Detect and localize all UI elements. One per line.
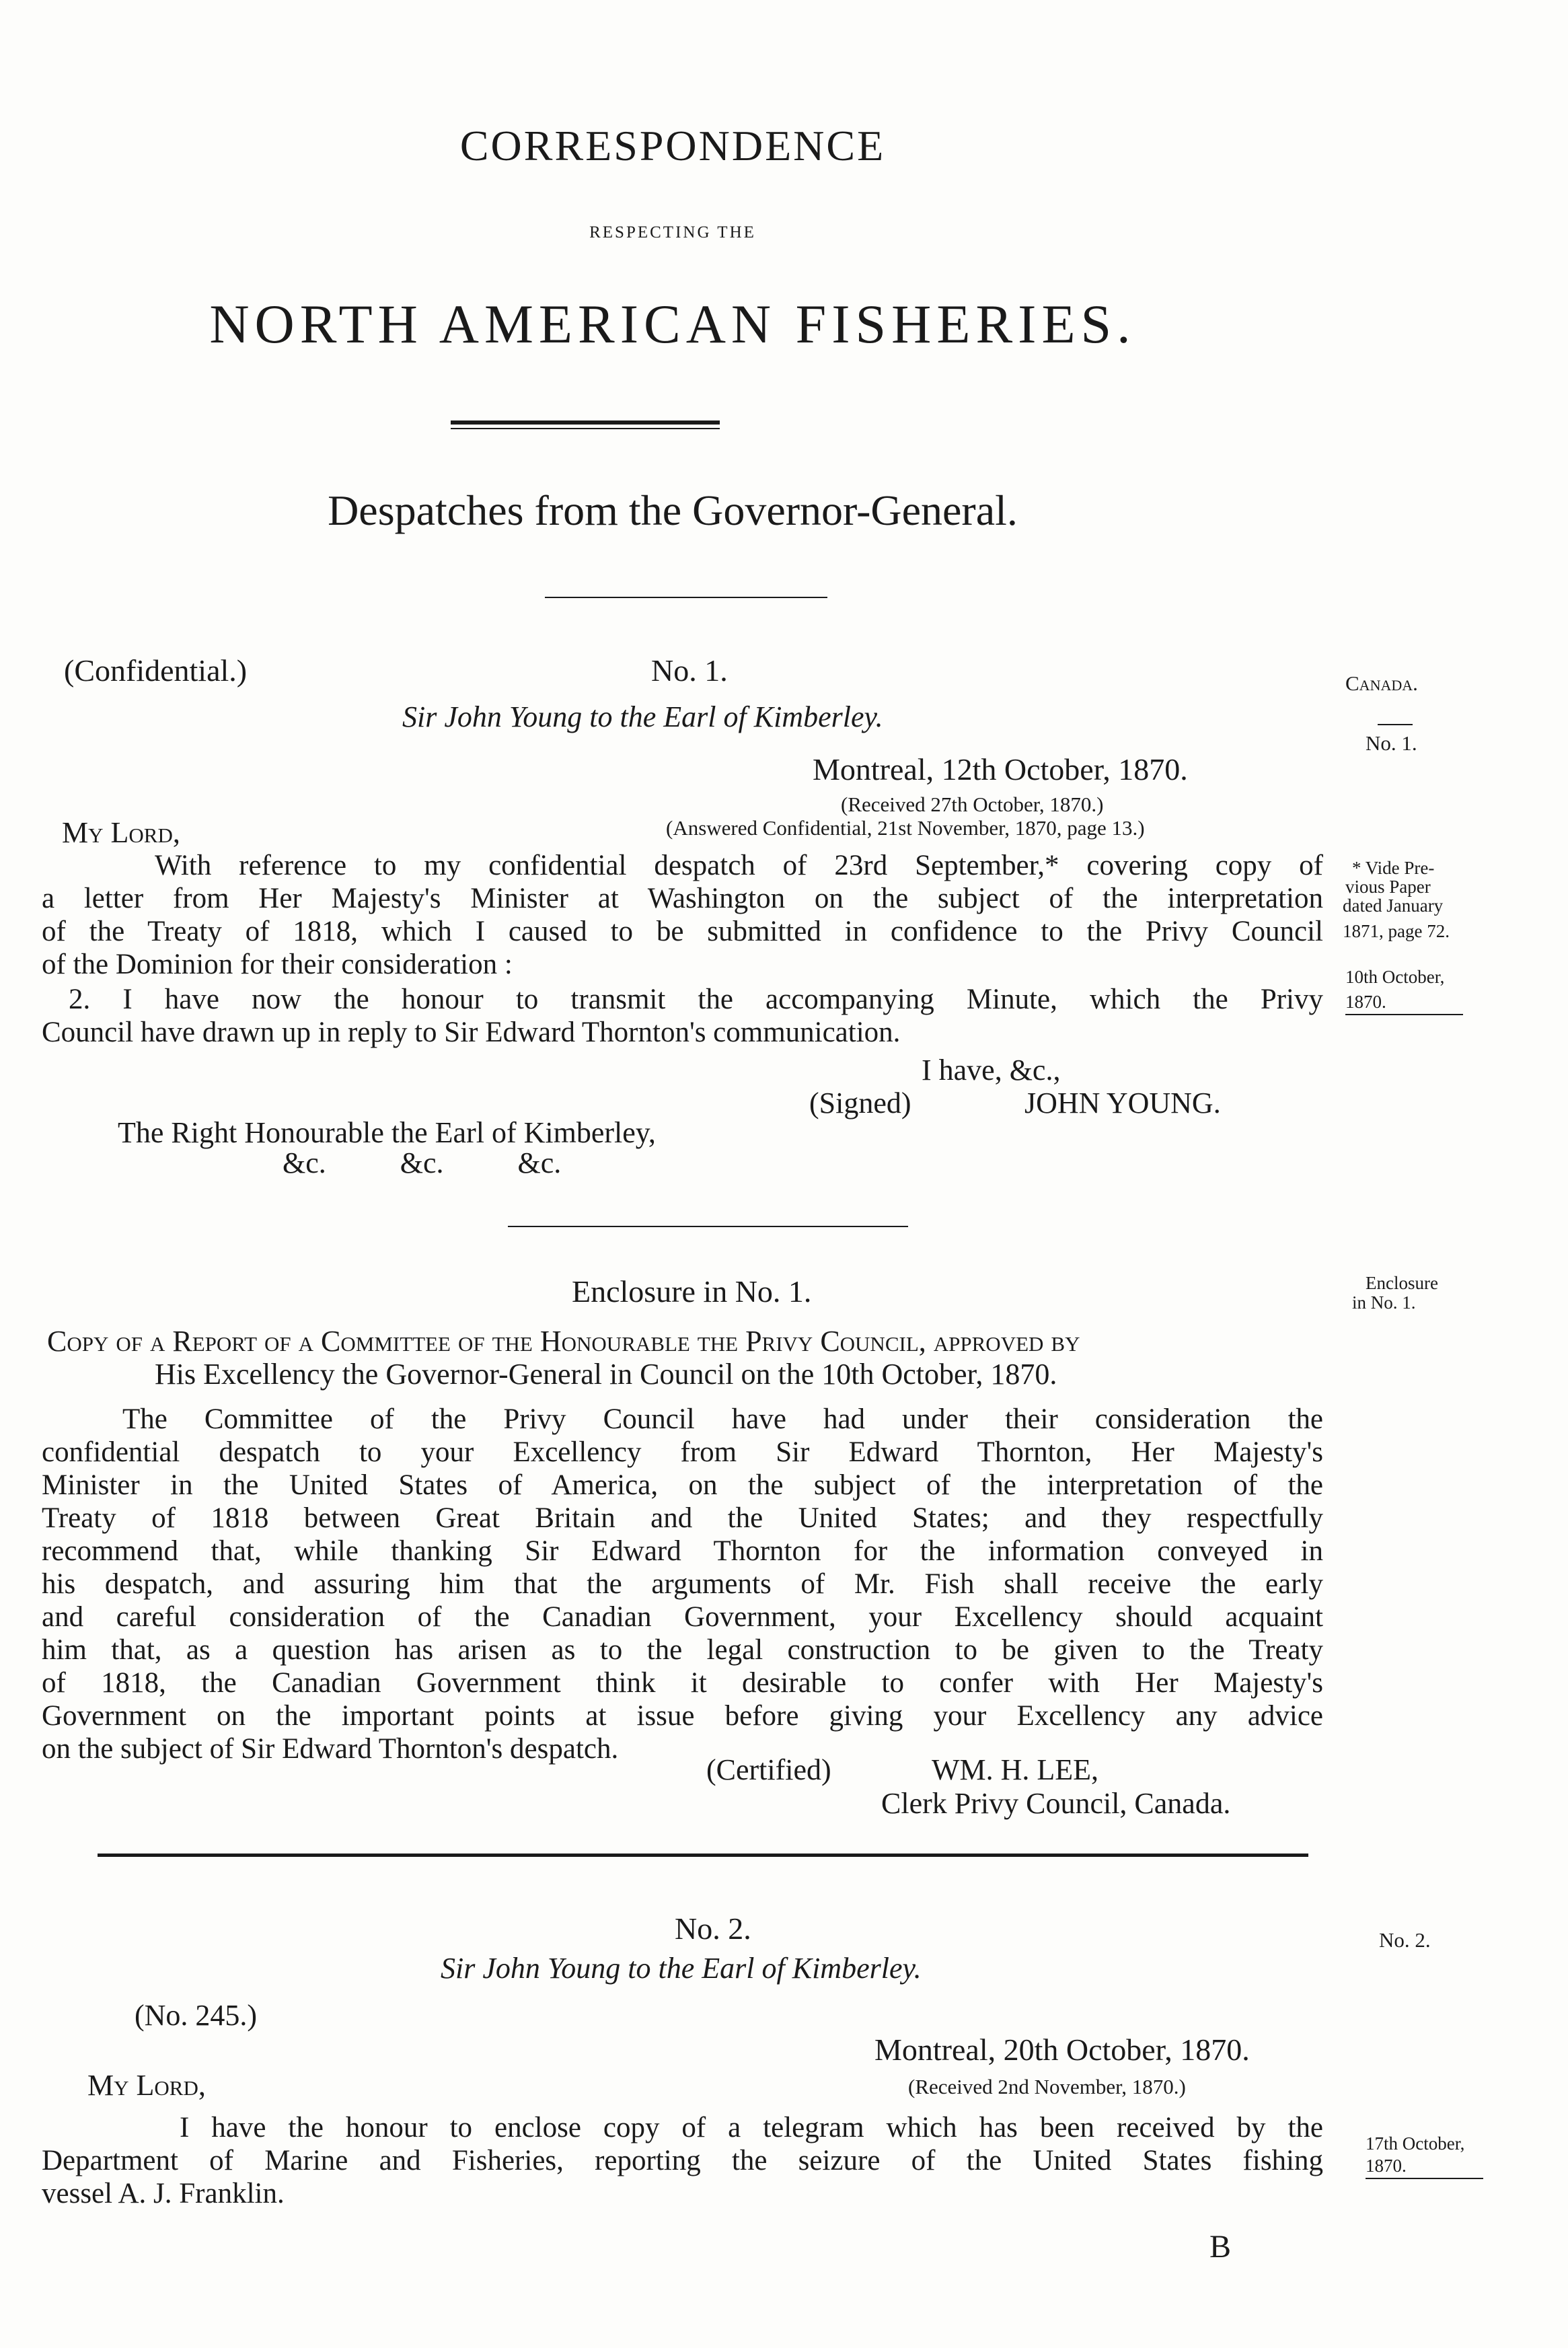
addressee-etc: &c. &c. &c. — [283, 1146, 562, 1179]
margin-rule-1 — [1378, 724, 1413, 725]
enclosure-margin-line-2: in No. 1. — [1352, 1292, 1416, 1313]
despatch-2-margin-date-2: 1870. — [1366, 2156, 1407, 2176]
enclosure-margin-line-1: Enclosure — [1366, 1273, 1438, 1293]
despatch-2-place-date: Montreal, 20th October, 1870. — [874, 2032, 1250, 2067]
signatory: JOHN YOUNG. — [1024, 1087, 1221, 1120]
header-rule-thick — [451, 420, 720, 425]
margin-footnote-line-3: dated January — [1343, 895, 1444, 916]
despatch-2-margin-rule — [1366, 2178, 1483, 2179]
certified-label: (Certified) — [706, 1753, 831, 1786]
document-title: CORRESPONDENCE — [459, 122, 886, 170]
despatch-2-ref: (No. 245.) — [135, 1999, 258, 2032]
signed-label: (Signed) — [809, 1087, 911, 1120]
despatch-1-from-to: Sir John Young to the Earl of Kimberley. — [402, 700, 883, 733]
subtitle: Despatches from the Governor-General. — [328, 486, 1018, 534]
signature-mark: B — [1209, 2229, 1232, 2265]
despatch-2-body: I have the honour to enclose copy of a telegram which has been received by the Department of Marine and Fisheries, reporting the seizure of the United States fishing vessel A. J. Franklin. — [42, 2112, 1323, 2209]
respecting-label: RESPECTING THE — [589, 223, 756, 242]
despatch-1-rule — [508, 1226, 908, 1227]
margin-no-2: No. 2. — [1379, 1928, 1431, 1952]
despatch-1-paragraph-1: With reference to my confidential despatch of 23rd September,* covering copy of a letter from Her Majesty's Minister at Washington on the subject of the interpretation of the Treaty of 1818, which I caused to be submitted in confidence to the Privy Council of the Dominion for their consideration : — [42, 850, 1323, 980]
classification: (Confidential.) — [64, 653, 248, 688]
certifier: WM. H. LEE, — [932, 1753, 1099, 1786]
margin-footnote-line-2: vious Paper — [1345, 877, 1431, 897]
subtitle-rule — [545, 597, 827, 598]
report-title-line-2: His Excellency the Governor-General in Council on the 10th October, 1870. — [155, 1358, 1057, 1391]
despatch-2-from-to: Sir John Young to the Earl of Kimberley. — [441, 1952, 922, 1985]
despatch-2-salutation: My Lord, — [87, 2069, 206, 2102]
margin-date-1: 10th October, — [1345, 967, 1445, 987]
margin-date-rule — [1345, 1014, 1463, 1015]
despatch-2-received: (Received 2nd November, 1870.) — [908, 2075, 1186, 2098]
despatch-1-closing: I have, &c., — [922, 1054, 1061, 1087]
enclosure-body: The Committee of the Privy Council have had under their consideration the confidential despatch to your Excellency from Sir Edward Thornton, Her Majesty's Minister in the United States of America, on the subject of the interpretation of the Treaty of 1818 between Great Britain and the United States; and they respectfully recommend that, while thanking Sir Edward Thornton for the information conveyed in his despatch, and assuring him that the arguments of Mr. Fish shall receive the early and careful consideration of the Canadian Government, your Excellency should acquaint him that, as a question has arisen as to the legal construction to be given to the Treaty of 1818, the Canadian Government think it desirable to confer with Her Majesty's Government on the important points at issue before giving your Excellency any advice on the subject of Sir Edward Thornton's despatch. — [42, 1403, 1323, 1765]
despatch-2-margin-date-1: 17th October, — [1366, 2133, 1465, 2154]
addressee: The Right Honourable the Earl of Kimberley, — [118, 1116, 656, 1149]
margin-no-1: No. 1. — [1366, 731, 1417, 755]
despatch-1-place-date: Montreal, 12th October, 1870. — [813, 752, 1188, 786]
certifier-title: Clerk Privy Council, Canada. — [881, 1787, 1231, 1820]
despatch-1-paragraph-2: 2. I have now the honour to transmit the accompanying Minute, which the Privy Council have drawn up in reply to Sir Edward Thornton's communication. — [42, 984, 1323, 1048]
despatch-2-number: No. 2. — [675, 1911, 751, 1946]
report-title-line-1: Copy of a Report of a Committee of the Honourable the Privy Council, approved by — [47, 1325, 1080, 1358]
despatch-1-number: No. 1. — [651, 653, 728, 688]
margin-date-2: 1870. — [1345, 992, 1386, 1012]
header-rule-thin — [451, 428, 720, 429]
section-rule — [98, 1854, 1308, 1857]
despatch-1-salutation: My Lord, — [62, 816, 180, 849]
despatch-1-answered: (Answered Confidential, 21st November, 1870, page 13.) — [666, 816, 1145, 840]
margin-footnote-line-1: * Vide Pre- — [1352, 858, 1435, 878]
margin-canada: Canada. — [1345, 671, 1418, 695]
margin-footnote-line-4: 1871, page 72. — [1343, 921, 1450, 941]
subject-heading: NORTH AMERICAN FISHERIES. — [209, 293, 1136, 355]
enclosure-heading: Enclosure in No. 1. — [572, 1274, 812, 1309]
despatch-1-received: (Received 27th October, 1870.) — [841, 793, 1104, 816]
